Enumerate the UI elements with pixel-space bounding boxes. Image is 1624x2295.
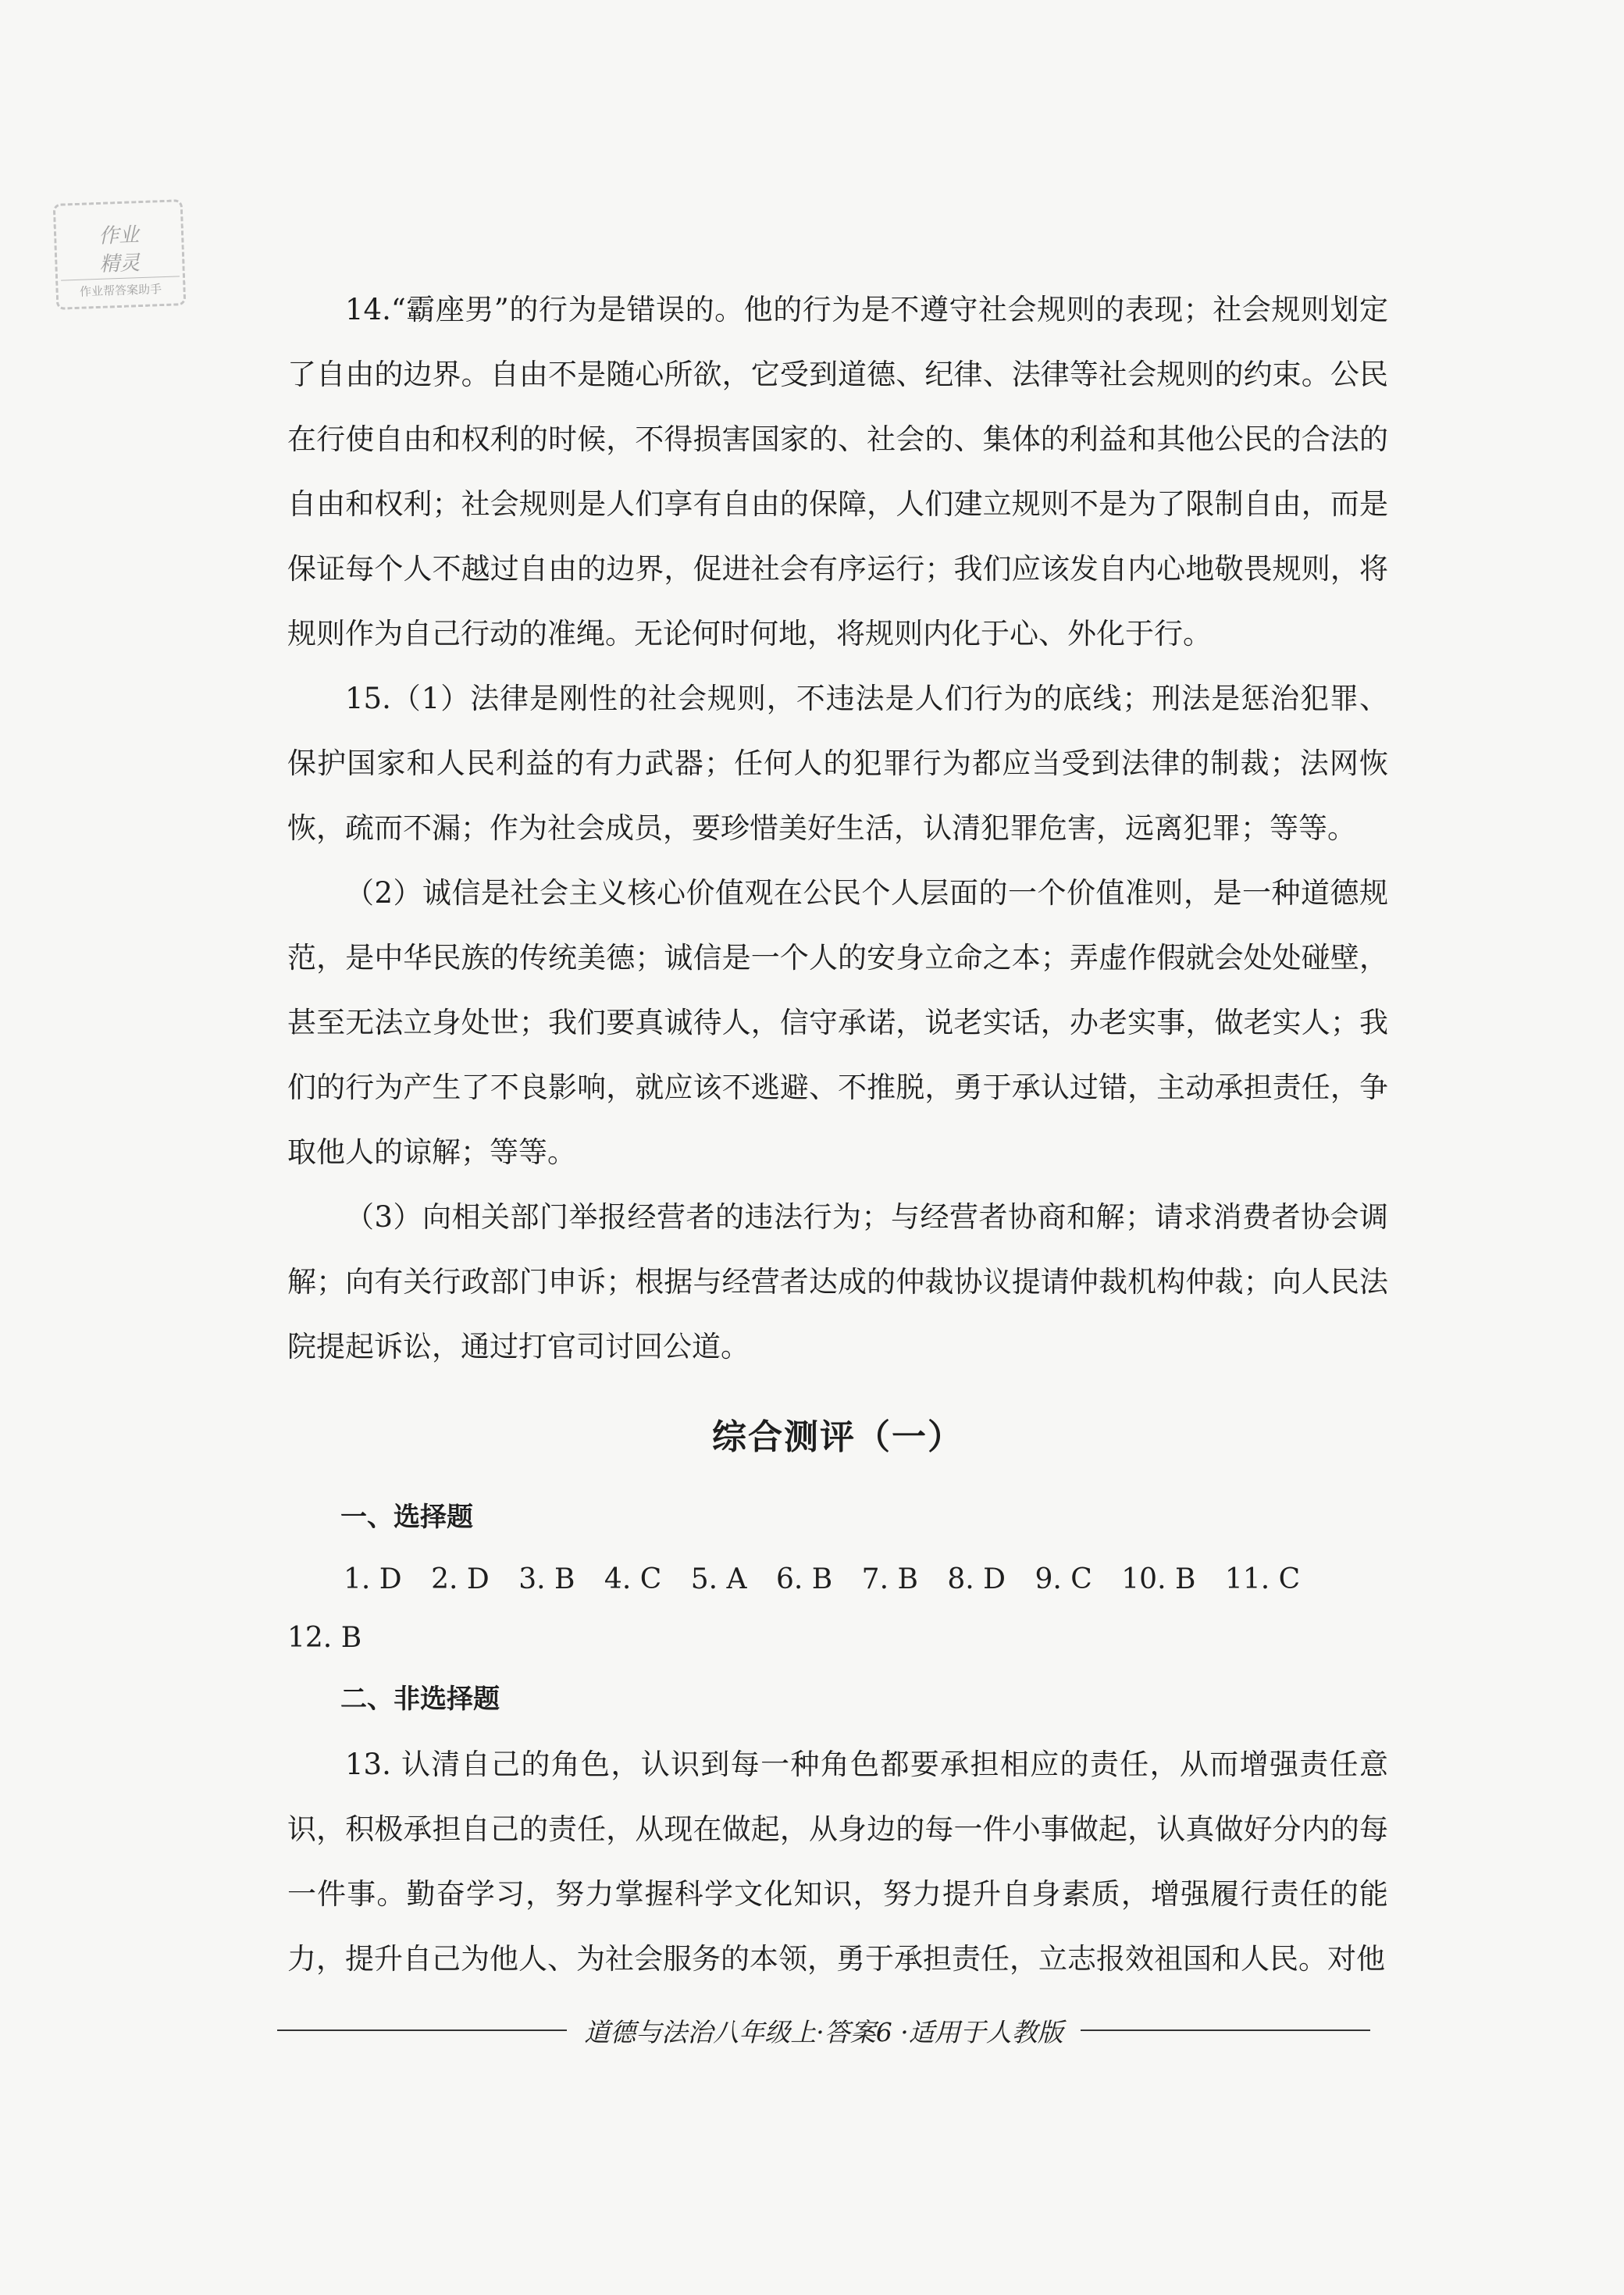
page-footer [277, 2007, 1370, 2054]
answer-item: 7. B [861, 1563, 918, 1595]
watermark-stamp [53, 199, 187, 310]
footer-text: 道德与法治八年级上·答案6 ·适用于人教版 [584, 2016, 1063, 2047]
stamp-line-3: 作业帮答案助手 [61, 276, 180, 300]
answer-14: 14.“霸座男”的行为是错误的。他的行为是不遵守社会规则的表现；社会规则划定了自由的边界。自由不是随心所欲，它受到道德、纪律、法律等社会规则的约束。公民在行使自由和权利的时候，不得损害国家的、社会的、集体的利益和其他公民的合法的自由和权利；社会规则是人们享有自由的保障，人们建立规则不是为了限制自由，而是保证每个人不越过自由的边界，促进社会有序运行；我们应该发自内心地敬畏规则，将规则作为自己行动的准绳。无论何时何地，将规则内化于心、外化于行。 [287, 293, 1388, 650]
answers-line-2 [287, 1609, 1388, 1667]
answer-13: 13. 认清自己的角色，认识到每一种角色都要承担相应的责任，从而增强责任意识，积极承担自己的责任，从现在做起，从身边的每一件小事做起，认真做好分内的每一件事。勤奋学习，努力掌握科学文化知识，努力提升自身素质，增强履行责任的能力，提升自己为他人、为社会服务的本领，勇于承担责任，立志报效祖国和人民。对他 [287, 1748, 1388, 1976]
answer-15-1: 15.（1）法律是刚性的社会规则，不违法是人们行为的底线；刑法是惩治犯罪、保护国家和人民利益的有力武器；任何人的犯罪行为都应当受到法律的制裁；法网恢恢，疏而不漏；作为社会成员，要珍惜美好生活，认清犯罪危害，远离犯罪；等等。 [287, 682, 1388, 845]
answer-item: 2. D [431, 1563, 490, 1595]
answer-item: 3. B [518, 1563, 575, 1595]
answer-item: 8. D [947, 1563, 1006, 1595]
answers-line-1 [287, 1550, 1388, 1609]
stamp-line-2: 精灵 [98, 251, 141, 276]
stamp-line-1: 作业 [98, 223, 140, 248]
answer-content [287, 277, 1388, 1991]
answer-item: 11. C [1224, 1563, 1301, 1595]
answer-item: 6. B [775, 1563, 833, 1595]
answer-item: 5. A [690, 1563, 747, 1595]
answer-15-2: （2）诚信是社会主义核心价值观在公民个人层面的一个价值准则，是一种道德规范，是中华民族的传统美德；诚信是一个人的安身立命之本；弄虚作假就会处处碰壁，甚至无法立身处世；我们要真诚待人，信守承诺，说老实话，办老实事，做老实人；我们的行为产生了不良影响，就应该不逃避、不推脱，勇于承认过错，主动承担责任，争取他人的谅解；等等。 [287, 876, 1388, 1169]
answer-item: 12. B [287, 1622, 362, 1654]
answer-item: 1. D [344, 1563, 402, 1595]
choice-answers [287, 1550, 1388, 1667]
footer-rule-left [277, 2030, 567, 2031]
footer-rule-right [1081, 2030, 1370, 2031]
part1-heading: 一、选择题 [340, 1502, 473, 1533]
part2-heading: 二、非选择题 [340, 1684, 500, 1715]
section-title: 综合测评（一） [712, 1417, 963, 1457]
answer-15-3: （3）向相关部门举报经营者的违法行为；与经营者协商和解；请求消费者协会调解；向有关行政部门申诉；根据与经营者达成的仲裁协议提请仲裁机构仲裁；向人民法院提起诉讼，通过打官司讨回公道。 [287, 1200, 1388, 1363]
answer-item: 9. C [1035, 1563, 1092, 1595]
answer-item: 10. B [1121, 1563, 1196, 1595]
answer-item: 4. C [604, 1563, 662, 1595]
